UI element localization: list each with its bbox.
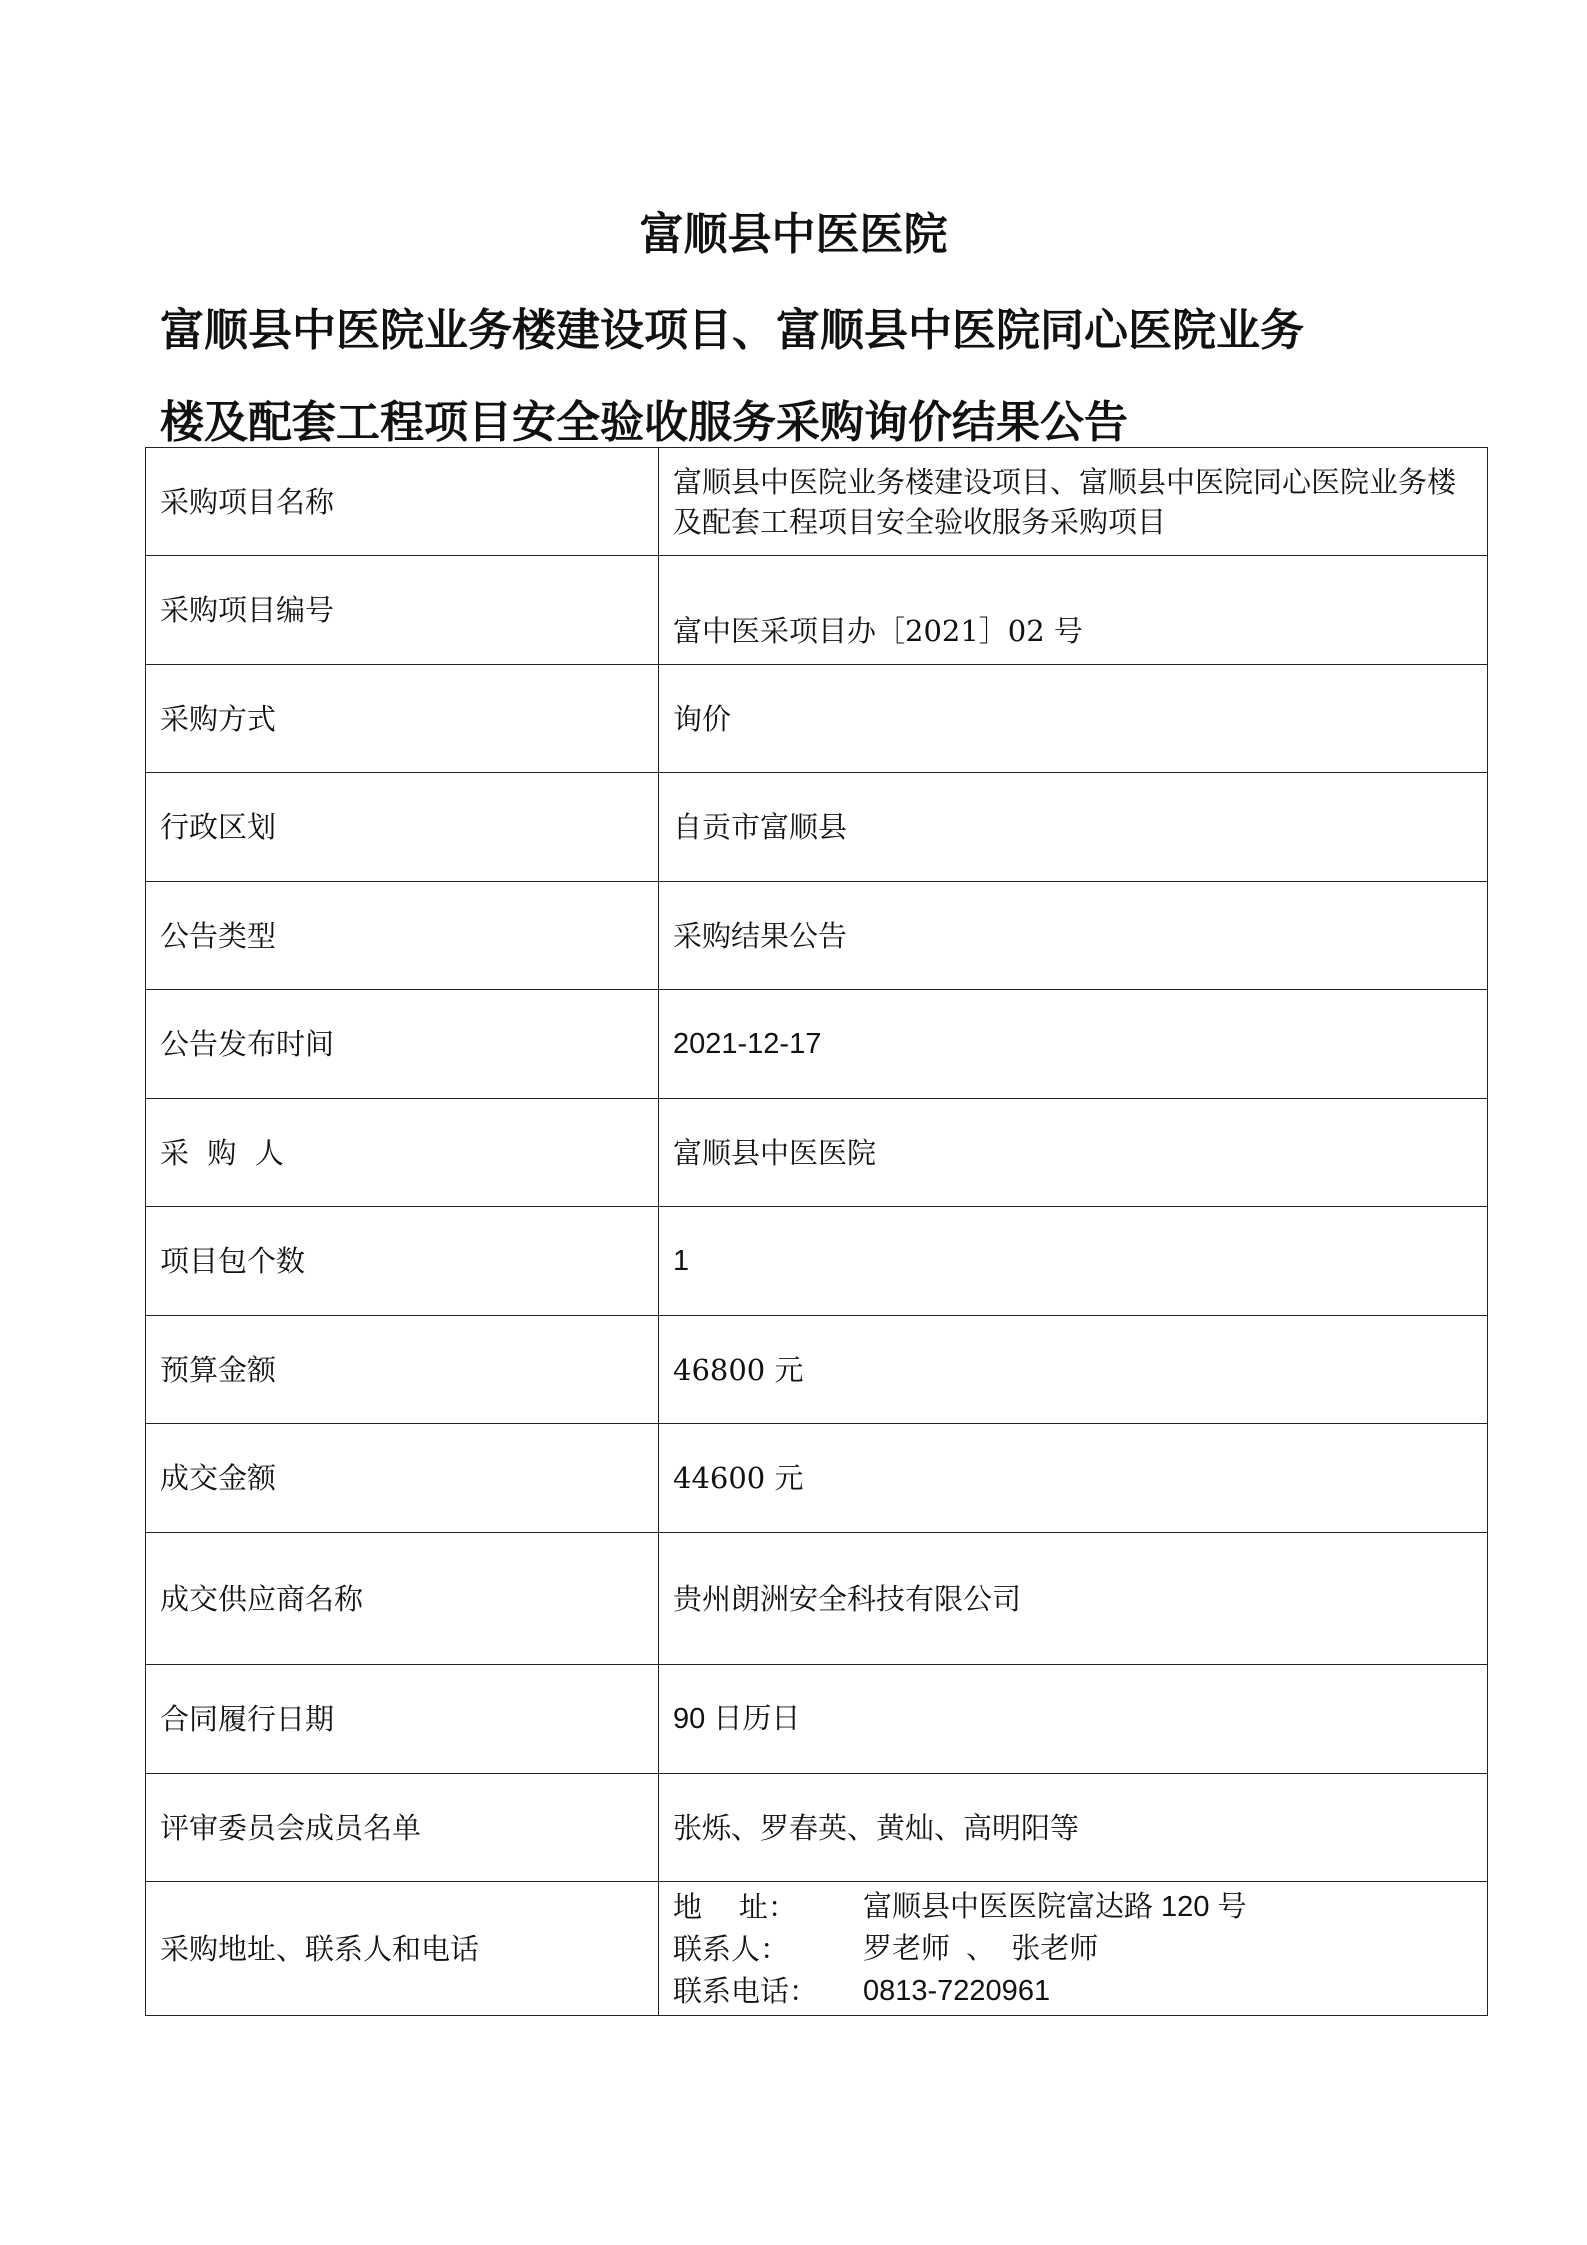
table-row: [146, 882, 1488, 990]
table-row: [146, 1099, 1488, 1207]
contact-person-line: [673, 1928, 1473, 1970]
row-label: 采购方式: [146, 665, 659, 773]
procurement-info-table: [145, 447, 1488, 2016]
table-row: [146, 1882, 1488, 2016]
project-number-value: [659, 556, 1488, 665]
publish-date-value: 2021-12-17: [659, 990, 1488, 1099]
table-row: [146, 1774, 1488, 1882]
announcement-title-line-1: 富顺县中医院业务楼建设项目、富顺县中医院同心医院业务: [160, 305, 1304, 356]
procurement-method-value: 询价: [659, 665, 1488, 773]
row-label: 行政区划: [146, 773, 659, 882]
address-key: 地 址：: [673, 1889, 797, 1924]
table-row: [146, 448, 1488, 556]
purchaser-value: 富顺县中医医院: [659, 1099, 1488, 1207]
table-row: [146, 1665, 1488, 1774]
table-row: [146, 1533, 1488, 1665]
deal-amount-value: 44600 元: [659, 1424, 1488, 1533]
contact-phone-line: [673, 1970, 1473, 2012]
row-label: 采购项目名称: [146, 448, 659, 556]
row-label: 采 购 人: [146, 1099, 659, 1207]
person-key: 联系人：: [673, 1931, 790, 1966]
table-row: [146, 1424, 1488, 1533]
review-committee-value: 张烁、罗春英、黄灿、高明阳等: [659, 1774, 1488, 1882]
phone-value: 0813-7220961: [863, 1974, 1051, 2007]
row-label: 采购项目编号: [146, 556, 659, 665]
table-row: [146, 990, 1488, 1099]
package-count-value: 1: [659, 1207, 1488, 1316]
table-row: [146, 1316, 1488, 1424]
table-row: [146, 1207, 1488, 1316]
table-row: [146, 665, 1488, 773]
table-row: [146, 556, 1488, 665]
region-value: 自贡市富顺县: [659, 773, 1488, 882]
phone-key: 联系电话：: [673, 1973, 819, 2008]
contract-period-value: 90 日历日: [659, 1665, 1488, 1774]
row-label: 评审委员会成员名单: [146, 1774, 659, 1882]
row-label: 公告发布时间: [146, 990, 659, 1099]
contact-address-line: [673, 1886, 1473, 1928]
person-value: 罗老师 、 张老师: [863, 1932, 1099, 1965]
row-label: 预算金额: [146, 1316, 659, 1424]
budget-value: 46800 元: [659, 1316, 1488, 1424]
row-label: 成交金额: [146, 1424, 659, 1533]
address-value: 富顺县中医医院富达路 120 号: [863, 1890, 1247, 1923]
row-label: 合同履行日期: [146, 1665, 659, 1774]
announcement-title: [160, 285, 1450, 469]
row-label: 采购地址、联系人和电话: [146, 1882, 659, 2016]
announcement-title-line-2: 楼及配套工程项目安全验收服务采购询价结果公告: [160, 397, 1128, 448]
notice-type-value: 采购结果公告: [659, 882, 1488, 990]
document-title: 富顺县中医医院: [639, 209, 948, 260]
project-number-text: 富中医采项目办［2021］02 号: [673, 614, 1083, 648]
row-label: 成交供应商名称: [146, 1533, 659, 1665]
project-name-value: 富顺县中医院业务楼建设项目、富顺县中医院同心医院业务楼及配套工程项目安全验收服务采购项目: [659, 448, 1488, 556]
supplier-name-value: 贵州朗洲安全科技有限公司: [659, 1533, 1488, 1665]
row-label: 公告类型: [146, 882, 659, 990]
table-row: [146, 773, 1488, 882]
contact-info-value: [659, 1882, 1488, 2016]
row-label: 项目包个数: [146, 1207, 659, 1316]
